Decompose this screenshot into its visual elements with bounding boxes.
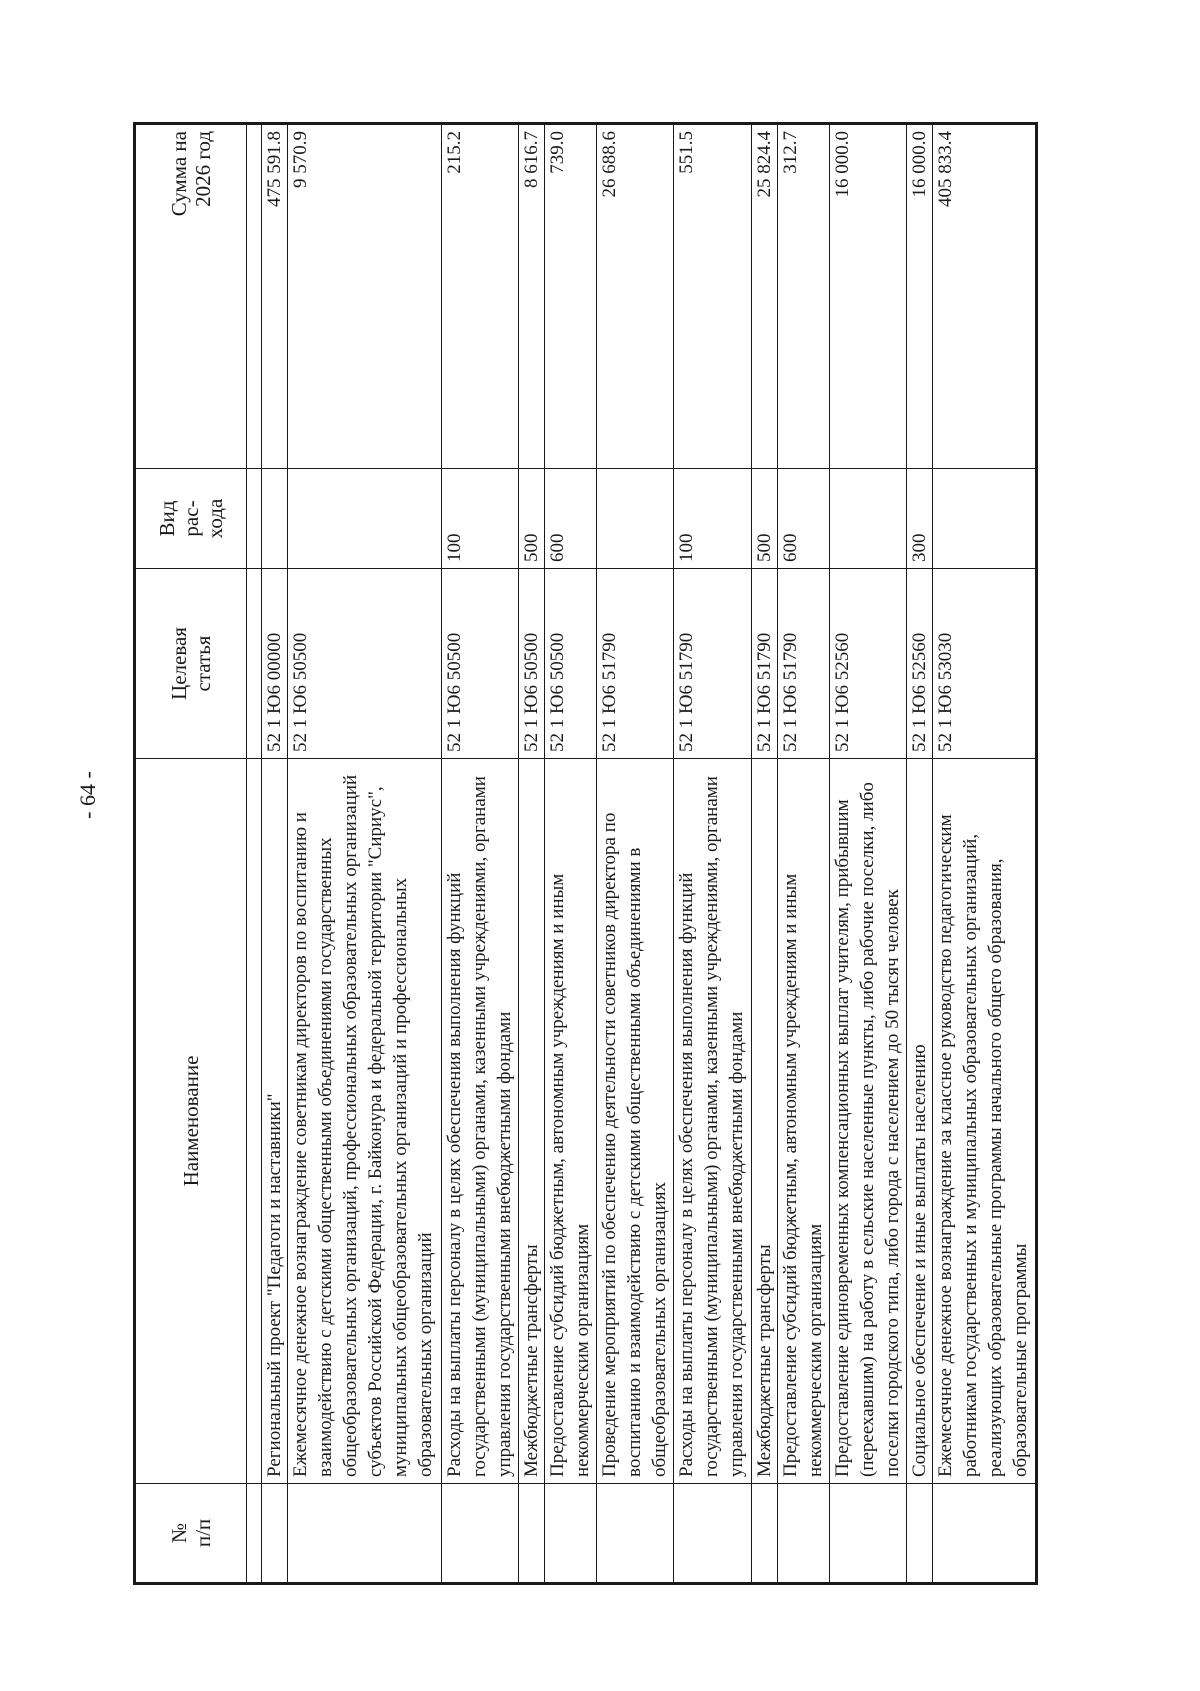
header-name: Наименование	[135, 759, 247, 1484]
row-code: 52 1 Ю6 50500	[545, 569, 597, 759]
table-row	[906, 124, 932, 1584]
row-num	[288, 1484, 441, 1584]
table-row	[829, 124, 906, 1584]
table-row	[262, 124, 288, 1584]
row-sum: 475 591.8	[262, 124, 288, 469]
table-row	[674, 124, 751, 1584]
row-type: 500	[518, 469, 544, 569]
row-name: Ежемесячное денежное вознаграждение за классное руководство педагогическим работникам государственных и муниципальных образовательных организаций, реализующих образовательные программы начального общего образования, образовательные программы	[933, 759, 1037, 1484]
row-code: 52 1 Ю6 00000	[262, 569, 288, 759]
row-name: Межбюджетные трансферты	[751, 759, 777, 1484]
row-name: Расходы на выплаты персоналу в целях обеспечения выполнения функций государственными (муниципальными) органами, казенными учреждениями, органами управления государственными внебюджетными фондами	[441, 759, 518, 1484]
row-num	[777, 1484, 829, 1584]
row-num	[597, 1484, 674, 1584]
row-type: 100	[674, 469, 751, 569]
row-sum: 25 824.4	[751, 124, 777, 469]
row-type	[597, 469, 674, 569]
row-sum: 312.7	[777, 124, 829, 469]
header-num: № п/п	[135, 1484, 247, 1584]
table-row	[545, 124, 597, 1584]
row-num	[262, 1484, 288, 1584]
row-sum: 739.0	[545, 124, 597, 469]
row-num	[545, 1484, 597, 1584]
row-sum: 215.2	[441, 124, 518, 469]
table-row	[441, 124, 518, 1584]
row-name: Проведение мероприятий по обеспечению деятельности советников директора по воспитанию и взаимодействию с детскими общественными объединениями в общеобразовательных организациях	[597, 759, 674, 1484]
row-code: 52 1 Ю6 51790	[751, 569, 777, 759]
row-sum: 26 688.6	[597, 124, 674, 469]
row-code: 52 1 Ю6 50500	[518, 569, 544, 759]
row-sum: 405 833.4	[933, 124, 1037, 469]
header-code: Целевая статья	[135, 569, 247, 759]
row-num	[933, 1484, 1037, 1584]
row-code: 52 1 Ю6 50500	[441, 569, 518, 759]
header-sum: Сумма на 2026 год	[135, 124, 247, 469]
budget-table	[133, 122, 1038, 1585]
row-type	[288, 469, 441, 569]
row-sum: 8 616.7	[518, 124, 544, 469]
row-code: 52 1 Ю6 53030	[933, 569, 1037, 759]
row-num	[751, 1484, 777, 1584]
row-sum: 551.5	[674, 124, 751, 469]
row-num	[906, 1484, 932, 1584]
row-code: 52 1 Ю6 51790	[674, 569, 751, 759]
row-type	[262, 469, 288, 569]
row-type: 300	[906, 469, 932, 569]
row-code: 52 1 Ю6 50500	[288, 569, 441, 759]
spacer-row	[247, 124, 262, 1584]
row-num	[441, 1484, 518, 1584]
row-name: Ежемесячное денежное вознаграждение советникам директоров по воспитанию и взаимодействию с детскими общественными объединениями государственных общеобразовательных организаций, профессиональных образовательных организаций субъектов Российской Федерации, г. Байконура и федеральной территории "Сириус", муниципальных общеобразовательных организаций и профессиональных образовательных организаций	[288, 759, 441, 1484]
row-type: 600	[777, 469, 829, 569]
row-type	[933, 469, 1037, 569]
row-name: Региональный проект "Педагоги и наставники"	[262, 759, 288, 1484]
table-row	[777, 124, 829, 1584]
table-row	[518, 124, 544, 1584]
table-row	[751, 124, 777, 1584]
header-type: Вид рас- хода	[135, 469, 247, 569]
row-sum: 9 570.9	[288, 124, 441, 469]
page-number: - 64 -	[75, 771, 100, 819]
table-row	[933, 124, 1037, 1584]
row-name: Предоставление единовременных компенсационных выплат учителям, прибывшим (переехавшим) на работу в сельские населенные пункты, либо рабочие поселки, либо поселки городского типа, либо города с населением до 50 тысяч человек	[829, 759, 906, 1484]
row-name: Предоставление субсидий бюджетным, автономным учреждениям и иным некоммерческим организациям	[777, 759, 829, 1484]
row-type: 600	[545, 469, 597, 569]
row-num	[674, 1484, 751, 1584]
table-row	[597, 124, 674, 1584]
row-code: 52 1 Ю6 51790	[777, 569, 829, 759]
row-sum: 16 000.0	[906, 124, 932, 469]
row-name: Предоставление субсидий бюджетным, автономным учреждениям и иным некоммерческим организациям	[545, 759, 597, 1484]
row-type: 100	[441, 469, 518, 569]
row-num	[518, 1484, 544, 1584]
rotated-page	[133, 125, 1038, 1585]
row-num	[829, 1484, 906, 1584]
row-code: 52 1 Ю6 52560	[829, 569, 906, 759]
row-name: Расходы на выплаты персоналу в целях обеспечения выполнения функций государственными (муниципальными) органами, казенными учреждениями, органами управления государственными внебюджетными фондами	[674, 759, 751, 1484]
row-code: 52 1 Ю6 51790	[597, 569, 674, 759]
row-type	[829, 469, 906, 569]
row-type: 500	[751, 469, 777, 569]
row-code: 52 1 Ю6 52560	[906, 569, 932, 759]
row-sum: 16 000.0	[829, 124, 906, 469]
table-row	[288, 124, 441, 1584]
row-name: Межбюджетные трансферты	[518, 759, 544, 1484]
row-name: Социальное обеспечение и иные выплаты населению	[906, 759, 932, 1484]
